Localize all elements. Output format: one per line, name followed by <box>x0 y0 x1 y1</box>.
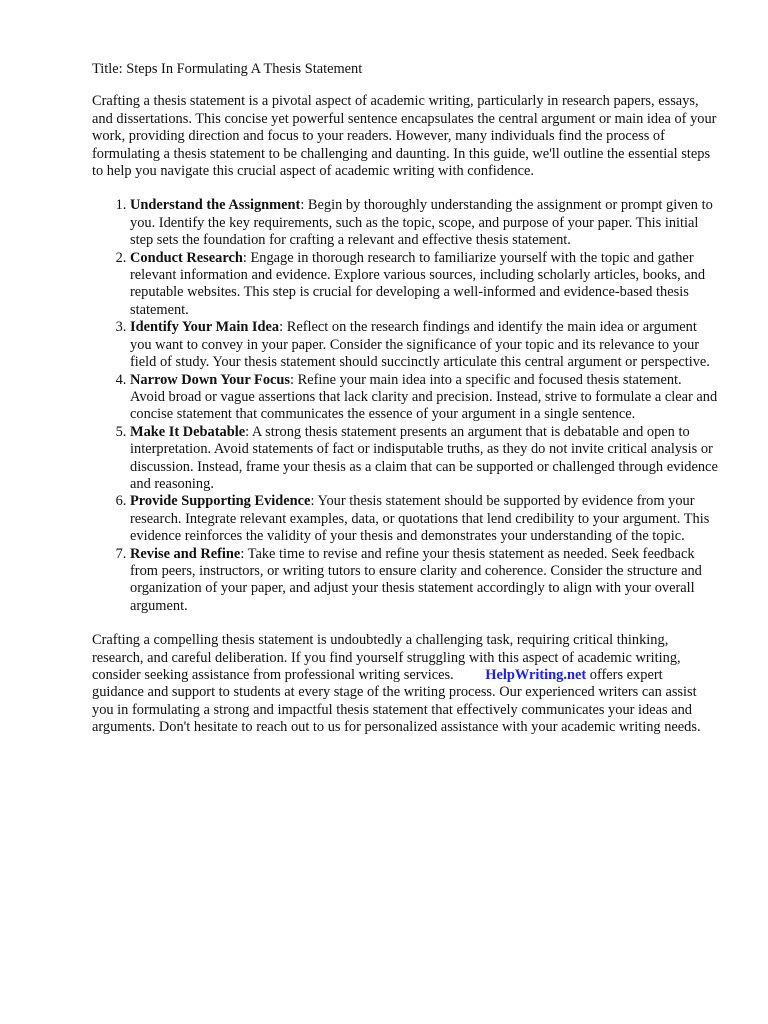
step-text: : A strong thesis statement presents an argument that is debatable and open to interpretation. Avoid statements of fact or indisputable truths, as they do not invite critical analysis or discussion. Instead, frame your thesis as a claim that can be supported or challenged through evidence and reasoning. <box>130 423 718 492</box>
closing-paragraph <box>92 632 718 736</box>
list-item <box>130 546 718 616</box>
step-text: : Begin by thoroughly understanding the assignment or prompt given to you. Identify the key requirements, such as the topic, scope, and purpose of your paper. This initial step sets the foundation for crafting a relevant and effective thesis statement. <box>130 197 713 249</box>
step-title: Conduct Research <box>130 249 243 266</box>
closing-text-after-link: offers expert guidance and support to students at every stage of the writing process. Our experienced writers can assist you in formulating a strong and impactful thesis statement that effectively communicates your ideas and arguments. Don't hesitate to reach out to us for personalized assistance with your academic writing needs. <box>92 667 701 736</box>
steps-list <box>92 197 718 615</box>
document-title: Title: Steps In Formulating A Thesis Statement <box>92 61 363 77</box>
closing-text-before-link: Crafting a compelling thesis statement is undoubtedly a challenging task, requiring critical thinking, research, and careful deliberation. If you find yourself struggling with this aspect of academic writing, consider seeking assistance from professional writing services. <box>92 632 681 683</box>
helpwriting-link[interactable]: HelpWriting.net <box>485 667 587 683</box>
step-title: Revise and Refine <box>130 545 241 562</box>
step-text: : Refine your main idea into a specific and focused thesis statement. Avoid broad or vague assertions that lack clarity and precision. Instead, strive to formulate a clear and concise statement that communicates the essence of your argument in a single sentence. <box>130 371 718 423</box>
list-item <box>130 319 718 371</box>
list-item <box>130 372 718 424</box>
document-content <box>92 61 718 754</box>
list-item <box>130 424 718 494</box>
step-title: Narrow Down Your Focus <box>130 371 291 388</box>
list-item <box>130 250 718 320</box>
step-text: : Engage in thorough research to familiarize yourself with the topic and gather relevant information and evidence. Explore various sources, including scholarly articles, books, and reputable websites. This step is crucial for developing a well-informed and evidence-based thesis statement. <box>130 249 706 318</box>
step-text: : Take time to revise and refine your thesis statement as needed. Seek feedback from peers, instructors, or writing tutors to ensure clarity and coherence. Consider the structure and organization of your paper, and adjust your thesis statement accordingly to align with your overall argument. <box>130 545 702 614</box>
step-title: Identify Your Main Idea <box>130 319 280 336</box>
step-title: Provide Supporting Evidence <box>130 493 311 510</box>
step-title: Make It Debatable <box>130 423 246 440</box>
list-item <box>130 493 718 545</box>
intro-paragraph: Crafting a thesis statement is a pivotal aspect of academic writing, particularly in research papers, essays, and dissertations. This concise yet powerful sentence encapsulates the central argument or main idea of your work, providing direction and focus to your readers. However, many individuals find the process of formulating a thesis statement to be challenging and daunting. In this guide, we'll outline the essential steps to help you navigate this crucial aspect of academic writing with confidence. <box>92 93 717 180</box>
list-item <box>130 197 718 249</box>
step-text: : Your thesis statement should be supported by evidence from your research. Integrate relevant examples, data, or quotations that lend credibility to your argument. This evidence reinforces the validity of your thesis and demonstrates your understanding of the topic. <box>130 493 710 545</box>
step-title: Understand the Assignment <box>130 197 301 214</box>
step-text: : Reflect on the research findings and identify the main idea or argument you want to convey in your paper. Consider the significance of your topic and its relevance to your field of study. Your thesis statement should succinctly articulate this central argument or perspective. <box>130 319 710 371</box>
